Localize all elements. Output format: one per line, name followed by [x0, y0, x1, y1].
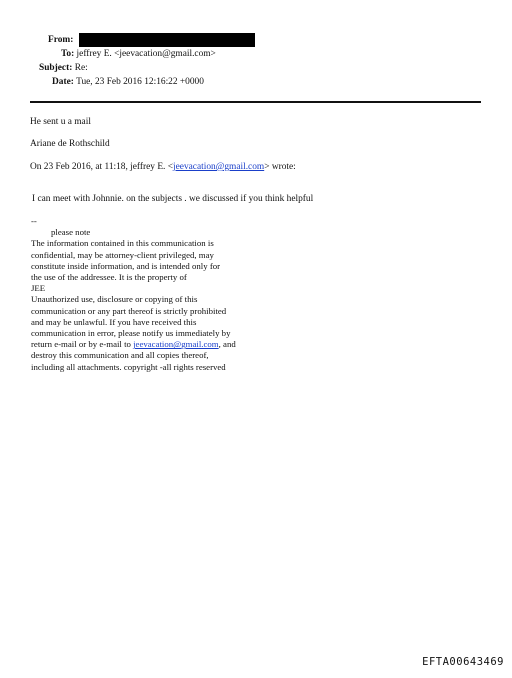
quote-intro-email-link[interactable]: jeevacation@gmail.com [173, 162, 265, 172]
disclaimer-line: JEE [31, 283, 46, 294]
reply-text: He sent u a mail [30, 117, 91, 127]
quote-intro-prefix: On 23 Feb 2016, at 11:18, jeffrey E. < [30, 162, 174, 172]
disclaimer-line: The information contained in this communication is [31, 238, 214, 249]
disclaimer-line: including all attachments. copyright -all rights reserved [31, 361, 226, 372]
from-row [48, 34, 73, 46]
quoted-message: I can meet with Johnnie. on the subjects . we discussed if you think helpful [32, 194, 314, 204]
disclaimer-line: confidential, may be attorney-client privileged, may [31, 249, 214, 260]
to-row [61, 48, 216, 60]
disclaimer-notify-line [31, 339, 236, 350]
disclaimer-line: constitute inside information, and is intended only for [31, 260, 221, 271]
disclaimer-dashes: -- [31, 216, 37, 226]
signature: Ariane de Rothschild [30, 139, 110, 149]
quote-intro-suffix: > wrote: [264, 162, 296, 172]
date-row [52, 76, 204, 88]
disclaimer-line: the use of the addressee. It is the property of [31, 272, 187, 283]
document-id: EFTA00643469 [422, 656, 504, 668]
disclaimer-line: and may be unlawful. If you have received this [31, 316, 197, 327]
notify-suffix: , and [218, 339, 236, 350]
disclaimer-note: please note [51, 227, 91, 238]
subject-row [39, 62, 88, 74]
disclaimer-line: destroy this communication and all copies thereof, [31, 350, 209, 361]
date-label: Date: [52, 77, 74, 87]
disclaimer-block [31, 216, 236, 373]
disclaimer-line: communication in error, please notify us immediately by [31, 328, 231, 339]
disclaimer-line: Unauthorized use, disclosure or copying of this [31, 294, 198, 305]
header-divider [30, 101, 481, 103]
notify-prefix: return e-mail or by e-mail to [31, 339, 134, 350]
date-value: Tue, 23 Feb 2016 12:16:22 +0000 [76, 77, 204, 87]
to-label: To: [61, 49, 75, 59]
to-value: jeffrey E. <jeevacation@gmail.com> [76, 49, 216, 59]
notify-email-link[interactable]: jeevacation@gmail.com [133, 339, 219, 350]
quote-intro [30, 161, 296, 173]
subject-label: Subject: [39, 63, 73, 73]
from-label: From: [48, 35, 74, 45]
disclaimer-line: communication or any part thereof is strictly prohibited [31, 305, 227, 316]
redacted-sender-box [79, 33, 255, 47]
subject-value: Re: [74, 63, 88, 73]
